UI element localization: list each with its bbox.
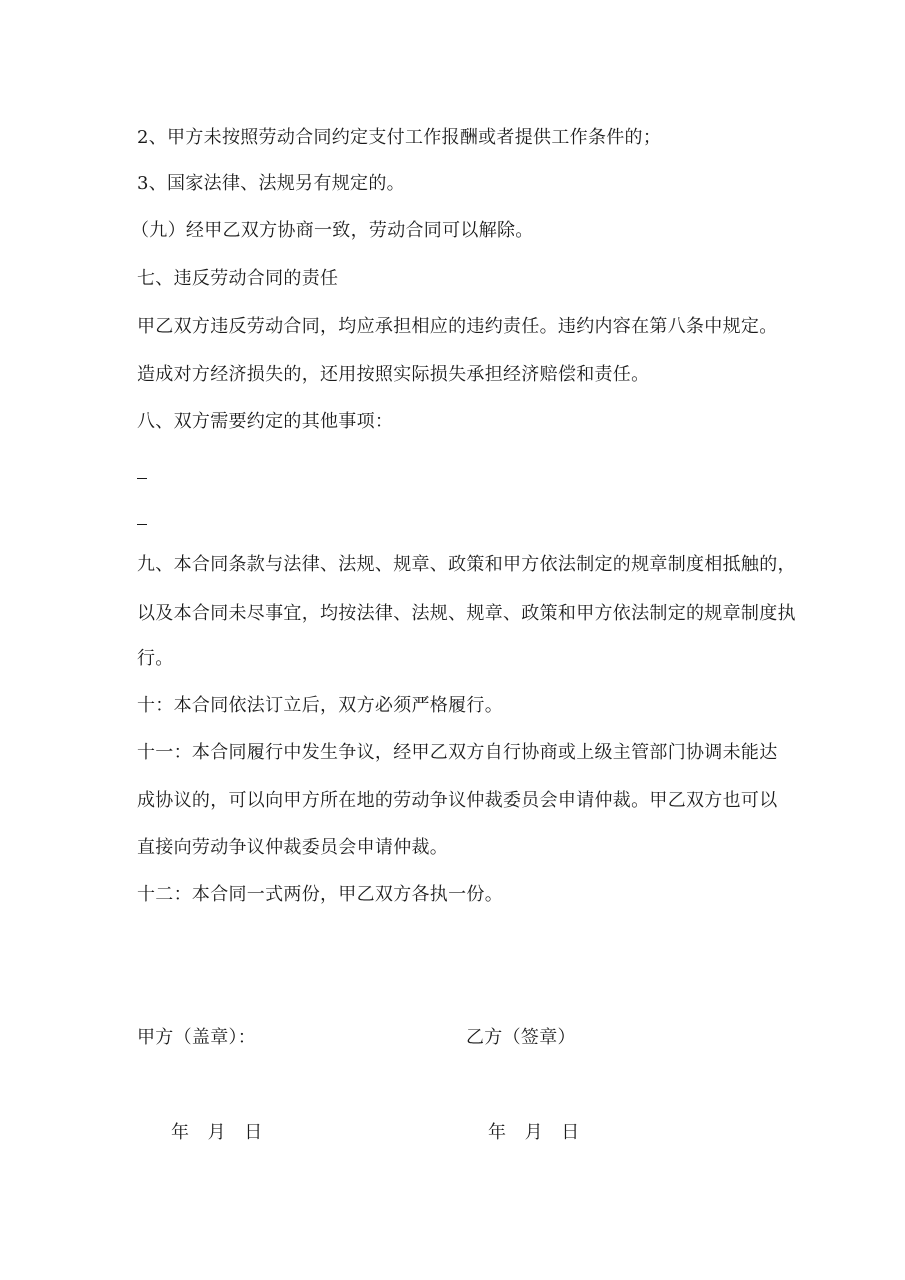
section-9-line-2: 以及本合同未尽事宜，均按法律、法规、规章、政策和甲方依法制定的规章制度执 — [137, 603, 796, 624]
section-12: 十二：本合同一式两份，甲乙双方各执一份。 — [137, 884, 503, 905]
section-9-line-3: 行。 — [137, 648, 174, 669]
paragraph-item-9: （九）经甲乙双方协商一致，劳动合同可以解除。 — [131, 220, 534, 241]
blank-line-1 — [137, 478, 147, 479]
paragraph-clause-2: 2、甲方未按照劳动合同约定支付工作报酬或者提供工作条件的； — [137, 127, 662, 148]
blank-line-2 — [137, 524, 147, 525]
paragraph-clause-3: 3、国家法律、法规另有规定的。 — [137, 173, 405, 194]
section-9-line-1: 九、本合同条款与法律、法规、规章、政策和甲方依法制定的规章制度相抵触的， — [137, 554, 796, 575]
party-a-label: 甲方（盖章）： — [137, 1027, 257, 1048]
section-10: 十：本合同依法订立后，双方必须严格履行。 — [137, 695, 503, 716]
paragraph-liability: 甲乙双方违反劳动合同，均应承担相应的违约责任。违约内容在第八条中规定。 — [137, 316, 778, 337]
section-heading-7: 七、违反劳动合同的责任 — [137, 268, 339, 289]
paragraph-compensation: 造成对方经济损失的，还用按照实际损失承担经济赔偿和责任。 — [137, 364, 650, 385]
party-a-date: 年 月 日 — [171, 1122, 263, 1143]
section-11-line-3: 直接向劳动争议仲裁委员会申请仲裁。 — [137, 837, 449, 858]
party-b-date: 年 月 日 — [488, 1122, 580, 1143]
section-heading-8: 八、双方需要约定的其他事项： — [137, 411, 394, 432]
party-b-label: 乙方（签章） — [466, 1027, 576, 1048]
section-11-line-1: 十一：本合同履行中发生争议，经甲乙双方自行协商或上级主管部门协调未能达 — [137, 742, 778, 763]
section-11-line-2: 成协议的，可以向甲方所在地的劳动争议仲裁委员会申请仲裁。甲乙双方也可以 — [137, 790, 778, 811]
